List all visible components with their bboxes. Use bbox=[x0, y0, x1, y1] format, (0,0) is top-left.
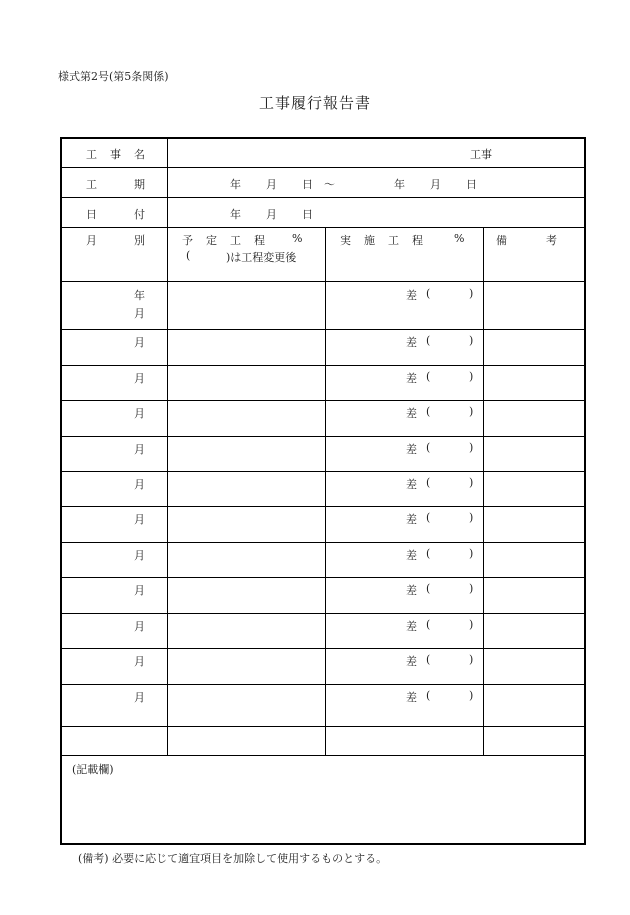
rule-date-bottom bbox=[62, 227, 584, 228]
rule-row-10 bbox=[62, 648, 584, 649]
period-end-month: 月 bbox=[430, 178, 441, 191]
row1-close: ) bbox=[469, 287, 474, 300]
row5-diff: 差 bbox=[406, 443, 417, 456]
label-project-2: 事 bbox=[110, 148, 121, 161]
document-title: 工事履行報告書 bbox=[258, 94, 371, 112]
rule-row-3 bbox=[62, 400, 584, 401]
row10-month: 月 bbox=[134, 620, 145, 633]
col-planned-4: 程 bbox=[254, 234, 265, 247]
row9-month: 月 bbox=[134, 584, 145, 597]
period-start-year: 年 bbox=[230, 178, 241, 191]
date-month: 月 bbox=[266, 208, 277, 221]
rule-header-bottom bbox=[62, 281, 584, 282]
row12-month: 月 bbox=[134, 691, 145, 704]
label-date-2: 付 bbox=[134, 208, 145, 221]
form-number: 様式第2号(第5条関係) bbox=[58, 70, 169, 83]
row4-open: ( bbox=[426, 405, 431, 418]
col-actual-2: 施 bbox=[364, 234, 375, 247]
rule-row-12 bbox=[62, 726, 584, 727]
row2-month: 月 bbox=[134, 336, 145, 349]
label-project-1: 工 bbox=[86, 148, 97, 161]
row8-diff: 差 bbox=[406, 549, 417, 562]
row3-diff: 差 bbox=[406, 372, 417, 385]
col-actual-pct: % bbox=[454, 232, 465, 245]
row12-open: ( bbox=[426, 689, 431, 702]
col-planned-2: 定 bbox=[206, 234, 217, 247]
footnote: (備考) 必要に応じて適宜項目を加除して使用するものとする。 bbox=[78, 852, 388, 865]
col-planned-3: 工 bbox=[230, 234, 241, 247]
row11-diff: 差 bbox=[406, 655, 417, 668]
row6-month: 月 bbox=[134, 478, 145, 491]
rule-planned-actual bbox=[325, 227, 326, 755]
rule-row-9 bbox=[62, 613, 584, 614]
rule-row-8 bbox=[62, 577, 584, 578]
row7-month: 月 bbox=[134, 513, 145, 526]
rule-row-4 bbox=[62, 436, 584, 437]
col-planned-note: )は工程変更後 bbox=[226, 251, 297, 264]
row3-open: ( bbox=[426, 370, 431, 383]
row12-close: ) bbox=[469, 689, 474, 702]
row9-open: ( bbox=[426, 582, 431, 595]
row10-diff: 差 bbox=[406, 620, 417, 633]
rule-row-11 bbox=[62, 684, 584, 685]
date-day: 日 bbox=[302, 208, 313, 221]
period-tilde: ～ bbox=[324, 178, 335, 191]
rule-name-bottom bbox=[62, 167, 584, 168]
rule-actual-remarks bbox=[483, 227, 484, 755]
row12-diff: 差 bbox=[406, 691, 417, 704]
row11-open: ( bbox=[426, 653, 431, 666]
col-planned-1: 予 bbox=[182, 234, 193, 247]
date-year: 年 bbox=[230, 208, 241, 221]
rule-row-5 bbox=[62, 471, 584, 472]
label-project-3: 名 bbox=[134, 148, 145, 161]
label-date-1: 日 bbox=[86, 208, 97, 221]
rule-row-1 bbox=[62, 329, 584, 330]
row5-open: ( bbox=[426, 441, 431, 454]
row1-year: 年 bbox=[134, 289, 145, 302]
rule-blank-bottom bbox=[62, 755, 584, 756]
rule-row-2 bbox=[62, 365, 584, 366]
label-period-1: 工 bbox=[86, 178, 97, 191]
col-actual-4: 程 bbox=[412, 234, 423, 247]
row2-close: ) bbox=[469, 334, 474, 347]
col-actual-3: 工 bbox=[388, 234, 399, 247]
row6-open: ( bbox=[426, 476, 431, 489]
row6-diff: 差 bbox=[406, 478, 417, 491]
rule-row-7 bbox=[62, 542, 584, 543]
row10-open: ( bbox=[426, 618, 431, 631]
memo-label: (記載欄) bbox=[72, 763, 114, 776]
row3-month: 月 bbox=[134, 372, 145, 385]
row5-close: ) bbox=[469, 441, 474, 454]
col-remarks-1: 備 bbox=[496, 234, 507, 247]
col-month-2: 別 bbox=[134, 234, 145, 247]
row7-close: ) bbox=[469, 511, 474, 524]
period-end-year: 年 bbox=[394, 178, 405, 191]
row1-month: 月 bbox=[134, 307, 145, 320]
row4-close: ) bbox=[469, 405, 474, 418]
row1-open: ( bbox=[426, 287, 431, 300]
row5-month: 月 bbox=[134, 443, 145, 456]
row8-open: ( bbox=[426, 547, 431, 560]
row4-month: 月 bbox=[134, 407, 145, 420]
period-start-day: 日 bbox=[302, 178, 313, 191]
col-month-1: 月 bbox=[86, 234, 97, 247]
row2-open: ( bbox=[426, 334, 431, 347]
label-period-2: 期 bbox=[134, 178, 145, 191]
row1-diff: 差 bbox=[406, 289, 417, 302]
row8-close: ) bbox=[469, 547, 474, 560]
project-suffix: 工事 bbox=[470, 148, 492, 161]
row10-close: ) bbox=[469, 618, 474, 631]
row6-close: ) bbox=[469, 476, 474, 489]
row9-diff: 差 bbox=[406, 584, 417, 597]
col-actual-1: 実 bbox=[340, 234, 351, 247]
row7-open: ( bbox=[426, 511, 431, 524]
period-end-day: 日 bbox=[466, 178, 477, 191]
report-table bbox=[60, 137, 586, 845]
row7-diff: 差 bbox=[406, 513, 417, 526]
period-start-month: 月 bbox=[266, 178, 277, 191]
row11-month: 月 bbox=[134, 655, 145, 668]
row8-month: 月 bbox=[134, 549, 145, 562]
rule-row-6 bbox=[62, 506, 584, 507]
rule-period-bottom bbox=[62, 197, 584, 198]
row4-diff: 差 bbox=[406, 407, 417, 420]
row3-close: ) bbox=[469, 370, 474, 383]
row2-diff: 差 bbox=[406, 336, 417, 349]
row9-close: ) bbox=[469, 582, 474, 595]
rule-label-col bbox=[167, 139, 168, 755]
col-remarks-2: 考 bbox=[546, 234, 557, 247]
col-planned-pct: % bbox=[292, 232, 303, 245]
col-planned-paren: ( bbox=[186, 249, 191, 262]
row11-close: ) bbox=[469, 653, 474, 666]
